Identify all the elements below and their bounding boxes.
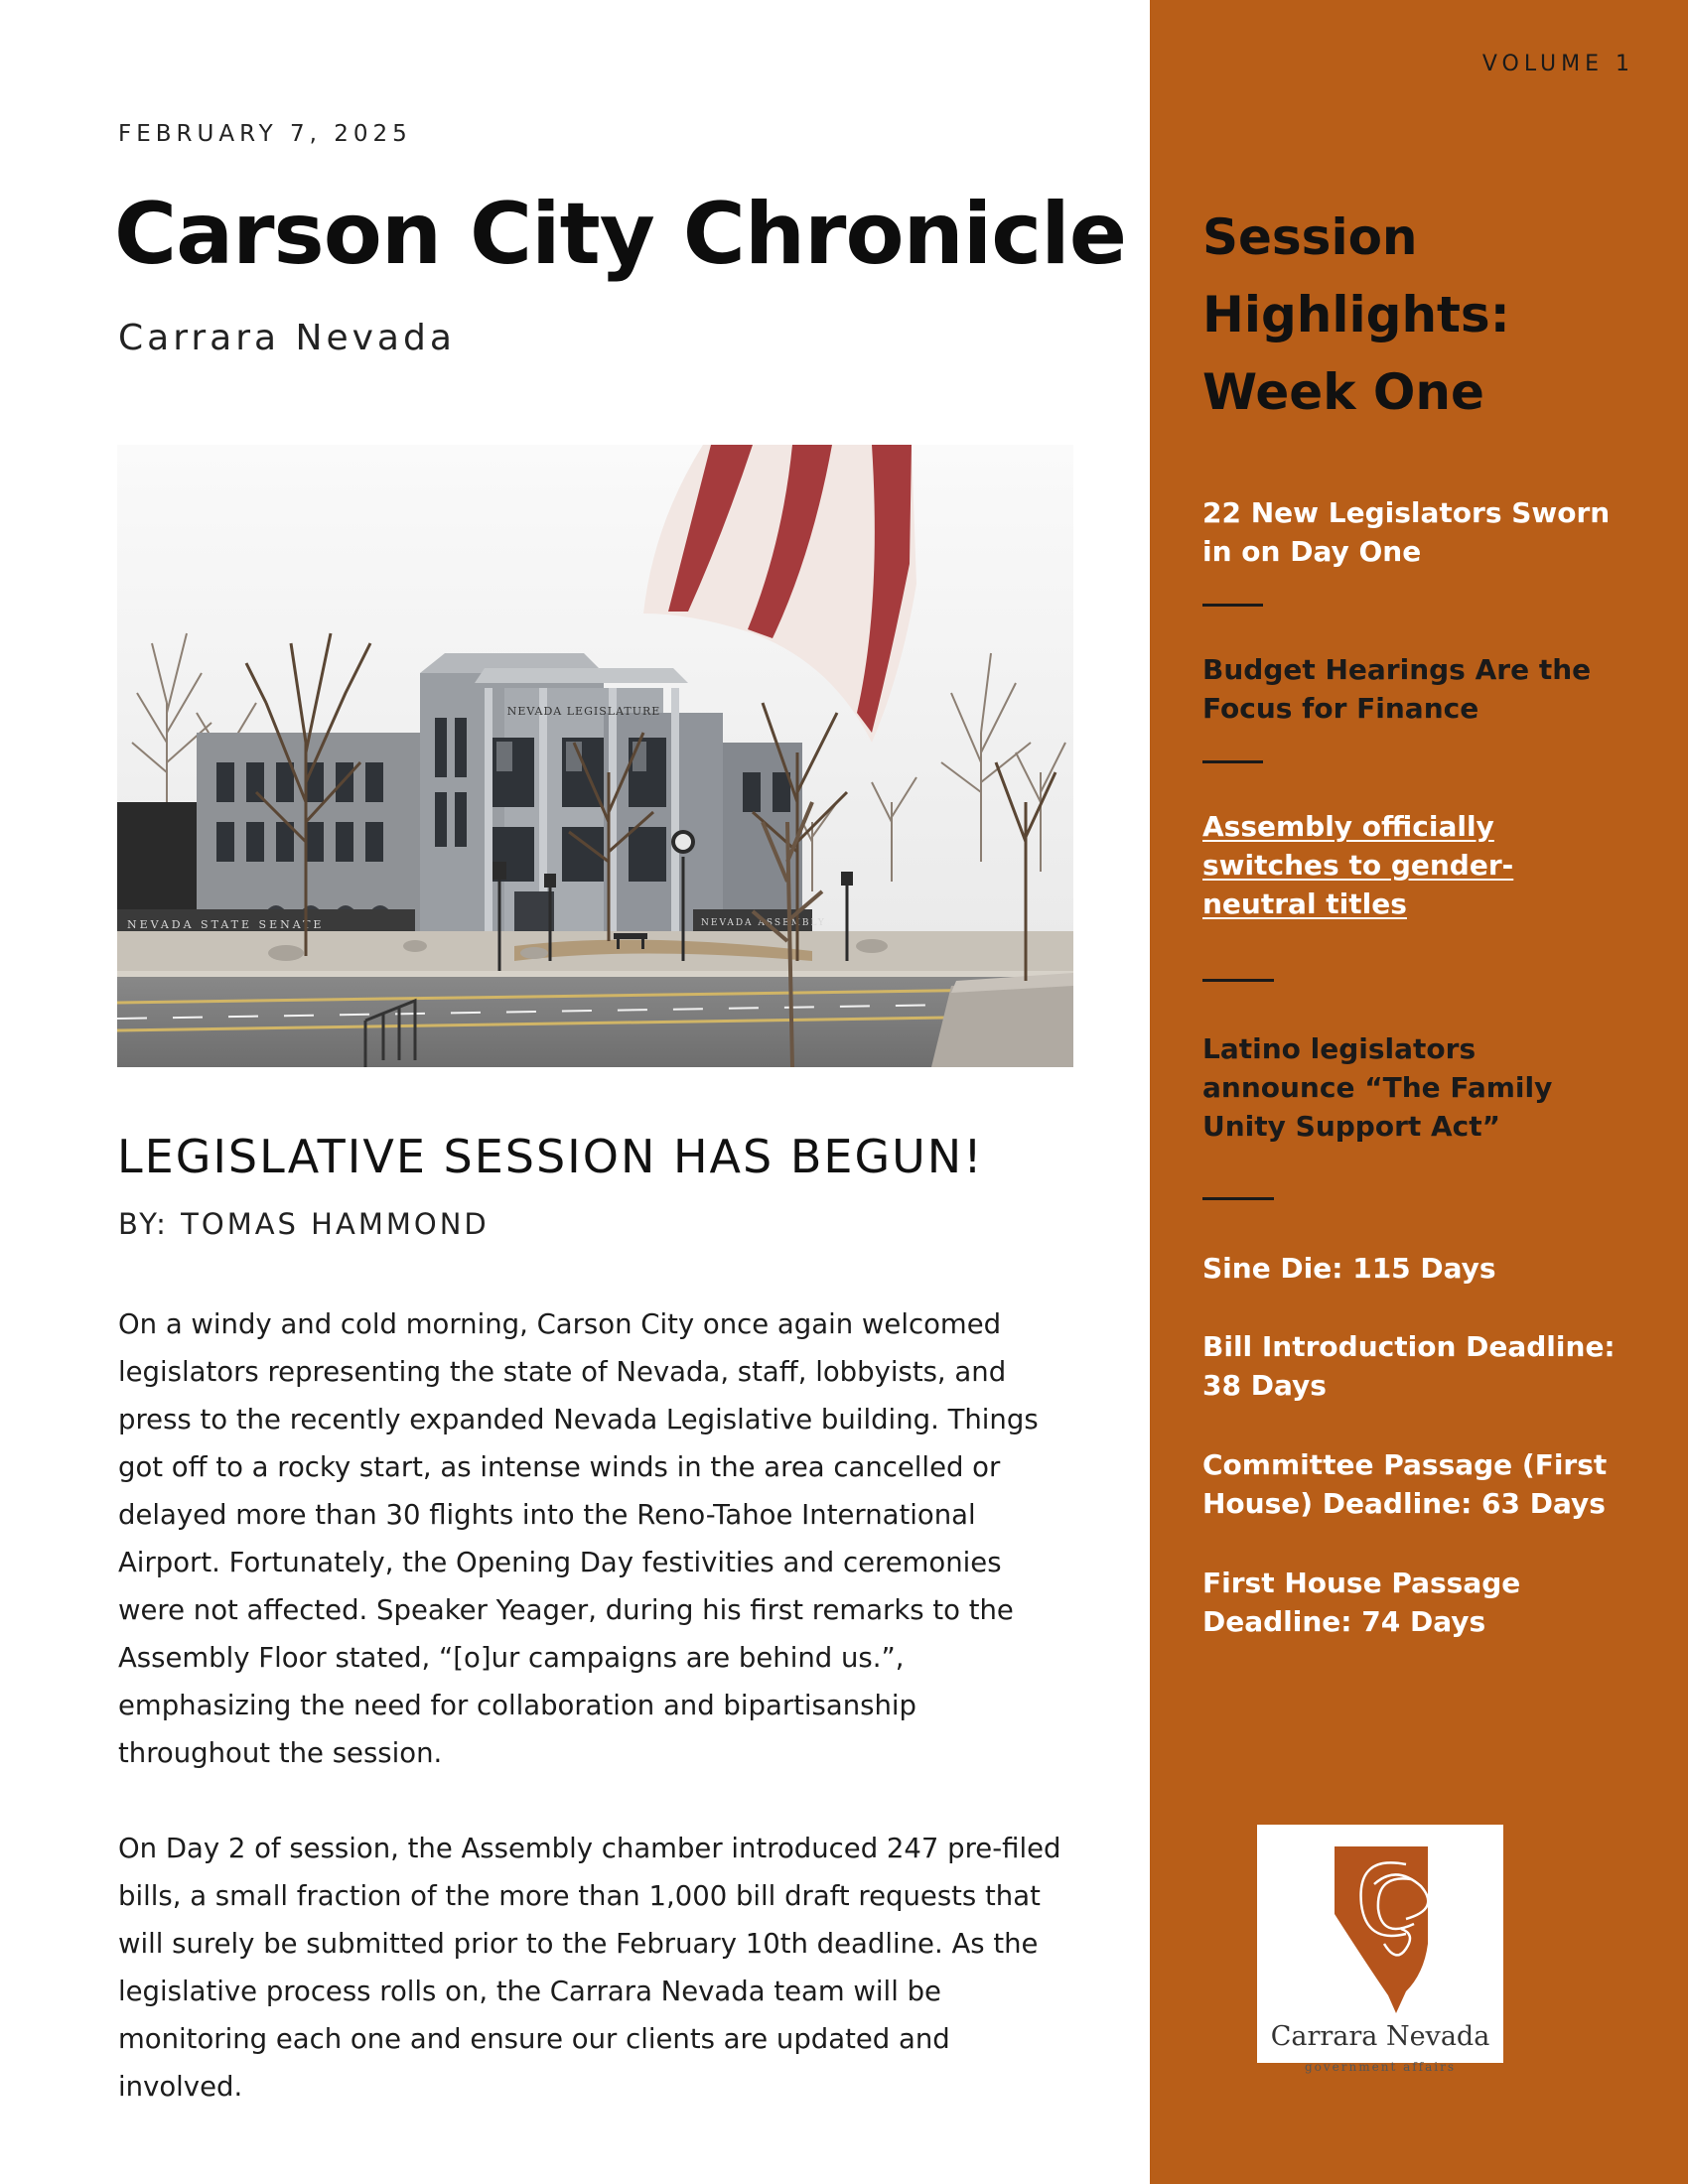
- article-body: [118, 1300, 1071, 2158]
- issue-date: FEBRUARY 7, 2025: [118, 121, 412, 147]
- legislature-photo: [117, 445, 1073, 1067]
- assembly-wall-sign: NEVADA ASSEMBLY: [701, 918, 826, 928]
- logo-name: Carrara Nevada: [1270, 2021, 1490, 2052]
- volume-label: VOLUME 1: [1481, 52, 1634, 76]
- deadline-item: First House Passage Deadline: 74 Days: [1202, 1567, 1521, 1638]
- senate-wall-sign: NEVADA STATE SENATE: [127, 918, 325, 931]
- deadline-item: Sine Die: 115 Days: [1202, 1252, 1496, 1285]
- article-byline: BY: TOMAS HAMMOND: [118, 1207, 490, 1241]
- sidebar-title: Session Highlights: Week One: [1202, 208, 1510, 421]
- article-headline: LEGISLATIVE SESSION HAS BEGUN!: [117, 1130, 984, 1183]
- nevada-state-icon: [1257, 1825, 1503, 2013]
- building-sign: NEVADA LEGISLATURE: [506, 705, 661, 718]
- highlight-divider: [1202, 1197, 1274, 1200]
- highlight-divider: [1202, 604, 1263, 607]
- newsletter-subtitle: Carrara Nevada: [118, 318, 456, 358]
- highlight-divider: [1202, 760, 1263, 763]
- highlight-divider: [1202, 979, 1274, 982]
- deadline-item: Committee Passage (First House) Deadline: 63 Days: [1202, 1448, 1608, 1520]
- article-paragraph: On Day 2 of session, the Assembly chamber introduced 247 pre-filed bills, a small fraction of the more than 1,000 bill draft requests that will surely be submitted prior to the February 10th deadline. As the legislative process rolls on, the Carrara Nevada team will be monitoring each one and ensure our clients are updated and involved.: [118, 1833, 1061, 2103]
- highlight-item: Latino legislators announce “The Family Unity Support Act”: [1202, 1032, 1553, 1143]
- logo-tagline: government affairs: [1304, 2060, 1457, 2074]
- carrara-nevada-logo: [1257, 1825, 1503, 2074]
- highlight-link[interactable]: Assembly officially switches to gender-neutral titles: [1202, 810, 1514, 920]
- deadline-item: Bill Introduction Deadline: 38 Days: [1202, 1330, 1616, 1402]
- highlight-item: 22 New Legislators Sworn in on Day One: [1202, 496, 1611, 568]
- article-paragraph: On a windy and cold morning, Carson City once again welcomed legislators representing the state of Nevada, staff, lobbyists, and press to the recently expanded Nevada Legislative building. Things got off to a rocky start, as intense winds in the area cancelled or delayed more than 30 flights into the Reno-Tahoe International Airport. Fortunately, the Opening Day festivities and ceremonies were not affected. Speaker Yeager, during his first remarks to the Assembly Floor stated, “[o]ur campaigns are behind us.”, emphasizing the need for collaboration and bipartisanship throughout the session.: [118, 1308, 1039, 1769]
- newsletter-title: Carson City Chronicle: [114, 185, 1127, 284]
- highlight-item: Budget Hearings Are the Focus for Finance: [1202, 653, 1592, 725]
